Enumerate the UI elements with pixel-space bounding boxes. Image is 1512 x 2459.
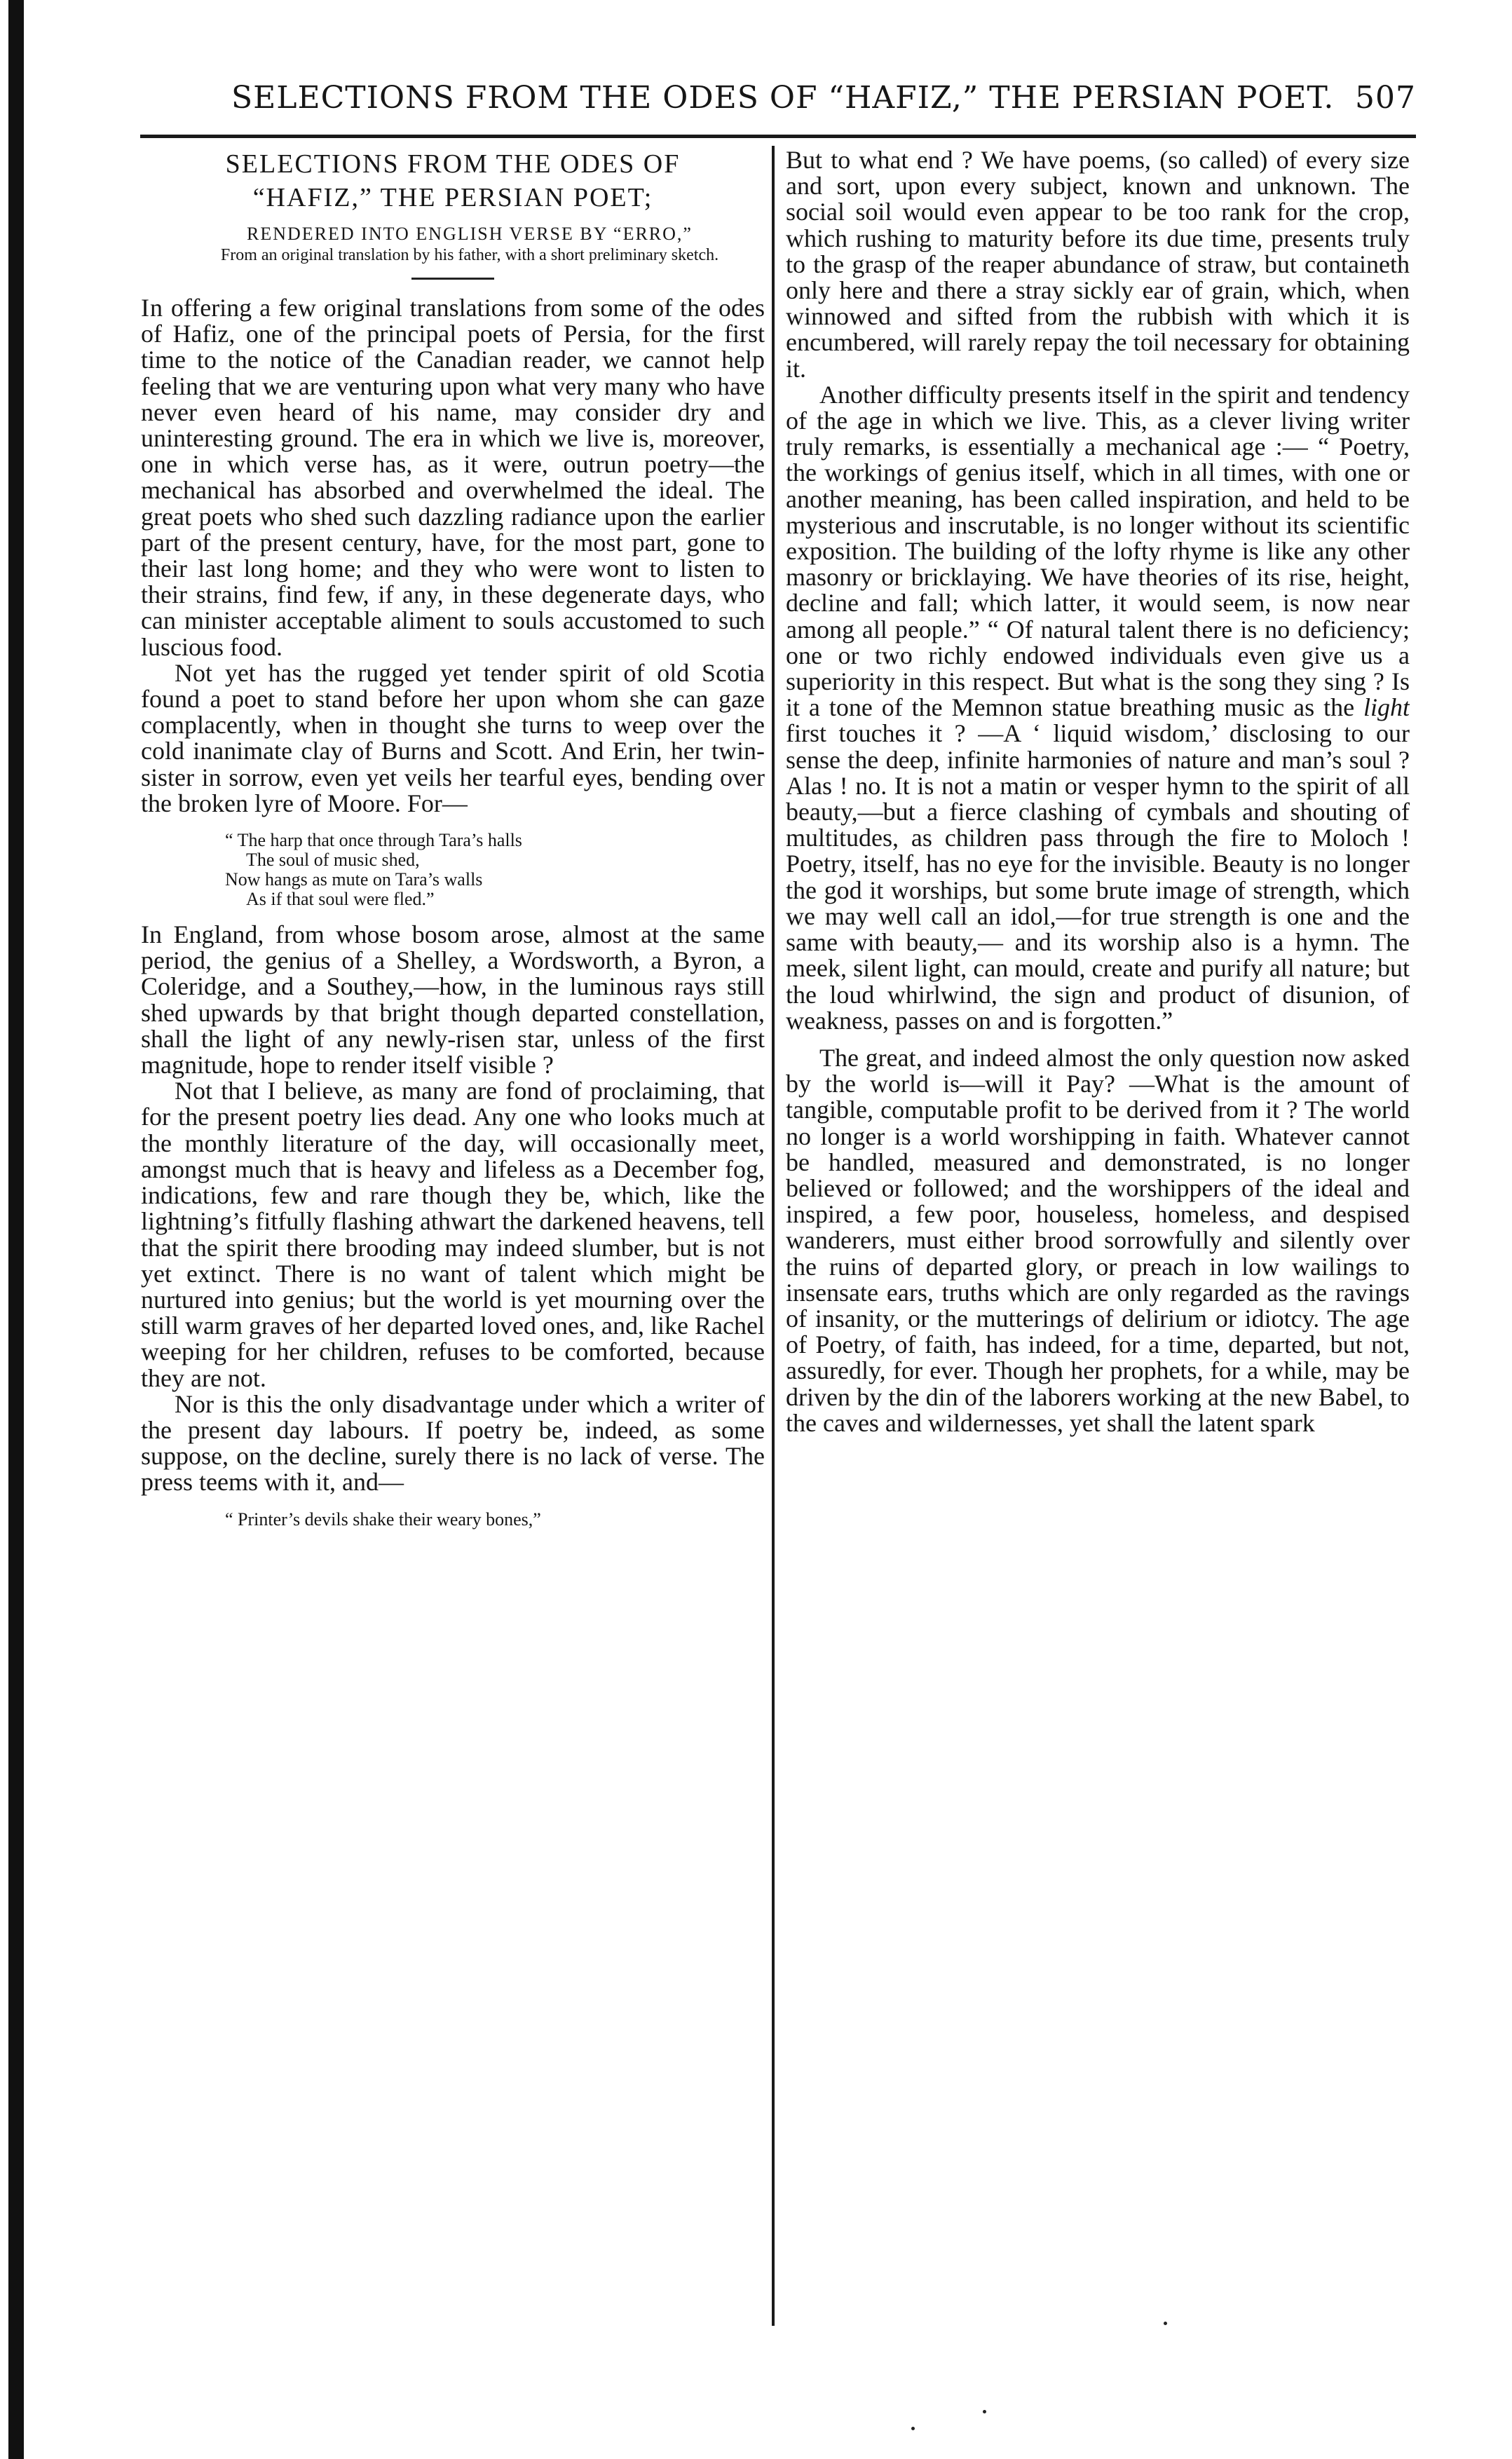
left-paragraph-5: Nor is this the only disadvantage under which a writer of the present day labours. If poetry be, indeed, as some suppose, on the decline, surely there is no lack of verse. The press teems with it, and— [141, 1389, 765, 1497]
verse-quotation-2 [225, 1510, 765, 1530]
paragraph-lead-word: In [141, 294, 163, 322]
article-title-line-1: SELECTIONS FROM THE ODES OF [225, 149, 681, 179]
ink-speck [983, 2410, 986, 2413]
running-head-title: SELECTIONS FROM THE ODES OF “HAFIZ,” THE PERSIAN POET. [231, 80, 1335, 116]
running-head [231, 70, 1416, 126]
verse-line: As if that soul were fled.” [246, 889, 435, 910]
verse-line: “ The harp that once through Tara’s halls [225, 830, 522, 851]
verse-line: The soul of music shed, [246, 850, 420, 871]
left-paragraph-3: In England, from whose bosom arose, almost at the same period, the genius of a Shelley, a Wordsworth, a Byron, a Coleridge, and a Southey,—how, in the luminous rays still shed upwards by that bright though departed constellation, shall the light of any newly-risen star, unless of the first magnitude, hope to render itself visible ? [141, 920, 765, 1079]
article-byline: RENDERED INTO ENGLISH VERSE BY “ERRO,” [247, 224, 693, 244]
header-rule [140, 135, 1416, 138]
right-column [786, 147, 1410, 2376]
left-paragraph-4: Not that I believe, as many are fond of proclaiming, that for the present poetry lies dead. Any one who looks much at the monthly literature of the day, will occasionally meet, amongst much that is heavy and lifeless as a December fog, indications, few and rare though they be, which, like the lightning’s fitfully flashing athwart the darkened heavens, tell that the spirit there brooding may indeed slumber, but is not yet extinct. There is no want of talent which might be nurtured into genius; but the world is yet mourning over the still warm graves of her departed loved ones, and, like Rachel weeping for her children, refuses to be comforted, because they are not. [141, 1077, 765, 1392]
right-paragraph-1: But to what end ? We have poems, (so called) of every size and sort, upon every subject, known and unknown. The social soil would even appear to be too rank for the crop, which rushing to maturity before its due time, presents truly to the grasp of the reaper abundance of straw, but containeth only here and there a stray sickly ear of grain, which, when winnowed and sifted from the rubbish with which it is encumbered, will rarely repay the toil necessary for obtaining it. [786, 147, 1410, 383]
page-number: 507 [1355, 80, 1416, 116]
ink-speck [911, 2427, 915, 2430]
ink-speck [1164, 2322, 1167, 2325]
verse-quotation [225, 831, 765, 909]
emphasized-word: light [1363, 693, 1410, 722]
left-paragraph-2: Not yet has the rugged yet tender spirit of old Scotia found a poet to stand before her upon whom she can gaze complacently, when in thought she turns to weep over the cold inanimate clay of Burns and Scott. And Erin, her twin-sister in sorrow, even yet veils her tearful eyes, bending over the broken lyre of Moore. For— [141, 658, 765, 817]
right-paragraph-2-part-a: Another difficulty presents itself in the spirit and tendency of the age in which we live. This, as a clever living writer truly remarks, is essentially a mechanical age :— “ Poetry, the workings of genius itself, which in all times, with one or another meaning, has been called inspiration, and held to be mysterious and inscrutable, is no longer without its scientific exposition. The building of the lofty rhyme is like any other masonry or bricklaying. We have theories of its rise, height, decline and fall; which latter, it would seem, is now near among all people.” “ Of natural talent there is no deficiency; one or two richly endowed individuals even give us a superiority in this respect. But what is the song they sing ? Is it a tone of the Memnon statue breathing music as the [786, 380, 1410, 722]
left-paragraph-1-text: offering a few original translations from some of the odes of Hafiz, one of the principal poets of Persia, for the first time to the notice of the Canadian reader, we cannot help feeling that we are venturing upon what very many who have never even heard of his name, may consider dry and uninteresting ground. The era in which we live is, moreover, one in which verse has, as it were, outrun poetry—the mechanical has absorbed and overwhelmed the ideal. The great poets who shed such dazzling radiance upon the earlier part of the present century, have, for the most part, gone to their last long home; and they who were wont to listen to their strains, find few, if any, in these degenerate days, who can minister acceptable aliment to souls accustomed to such luscious food. [141, 294, 765, 661]
left-column [141, 147, 765, 2376]
verse-line: Now hangs as mute on Tara’s walls [225, 869, 483, 890]
article-title-line-2: “HAFIZ,” THE PERSIAN POET; [252, 183, 653, 212]
binding-edge [8, 0, 24, 2459]
verse-line: “ Printer’s devils shake their weary bones,” [225, 1508, 541, 1530]
right-paragraph-2-part-b: first touches it ? —A ‘ liquid wisdom,’ disclosing to our sense the deep, infinite harmonies of nature and man’s soul ? Alas ! no. It is not a matin or vesper hymn to the spirit of all beauty,—but a fierce clashing of cymbals and shouting of multitudes, as children pass through the fire to Moloch ! Poetry, itself, has no eye for the invisible. Beauty is no longer the god it worships, but some brute image of strength, which we may well call an idol,—for true strength is one and the same with beauty,— and its worship also is a hymn. The meek, silent light, can mould, create and purify all nature; but the loud whirlwind, the sign and product of disunion, of weakness, passes on and is forgotten.” [786, 719, 1410, 1035]
left-paragraph-1 [141, 295, 765, 660]
article-title [141, 147, 765, 214]
article-note: From an original translation by his father, with a short preliminary sketch. [220, 246, 719, 264]
right-paragraph-2 [786, 382, 1410, 1034]
title-rule [411, 278, 494, 280]
column-divider [772, 146, 775, 2326]
right-paragraph-3: The great, and indeed almost the only question now asked by the world is—will it Pay? —What is the amount of tangible, computable profit to be derived from it ? The world no longer is a world worshipping in faith. Whatever cannot be handled, measured and demonstrated, is no longer believed or followed; and the worshippers of the ideal and inspired, a few poor, houseless, homeless, and despised wanderers, must either brood sorrowfully and silently over the ruins of departed glory, or preach in low wailings to insensate ears, truths which are only regarded as the ravings of insanity, or the mutterings of delirium or idiotcy. The age of Poetry, of faith, has indeed, for a time, departed, but not, assuredly, for ever. Though her prophets, for a while, may be driven by the din of the laborers working at the new Babel, to the caves and wildernesses, yet shall the latent spark [786, 1043, 1410, 1437]
